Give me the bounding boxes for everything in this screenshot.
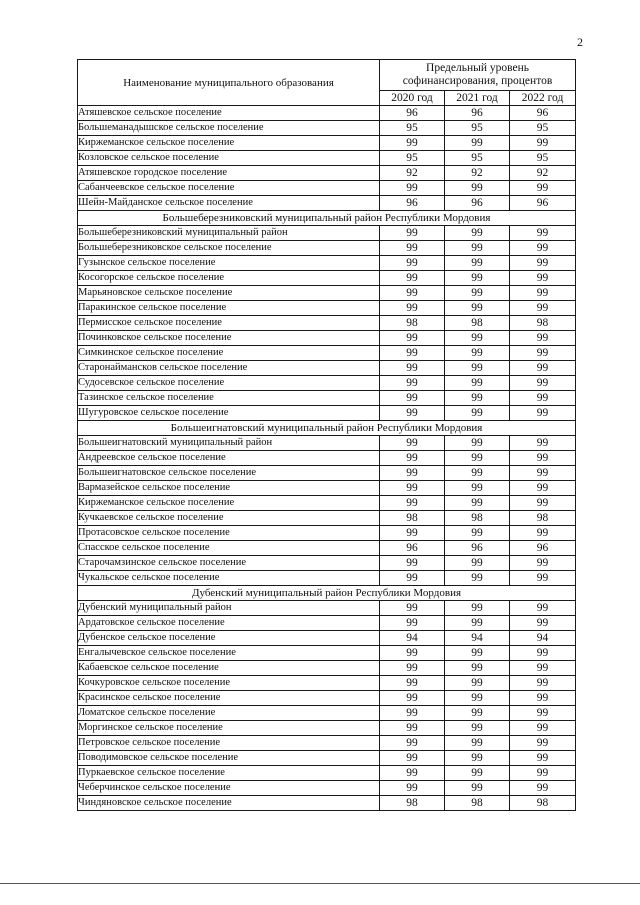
municipality-name: Красинское сельское поселение: [78, 691, 380, 706]
value-2021: 99: [445, 481, 510, 496]
value-2020: 99: [380, 436, 445, 451]
scan-edge-line: [0, 883, 640, 884]
municipality-name: Большеберезниковское сельское поселение: [78, 241, 380, 256]
table-row: [78, 781, 576, 796]
value-2022: 99: [510, 571, 576, 586]
value-2021: 99: [445, 436, 510, 451]
table-row: [78, 151, 576, 166]
value-2021: 99: [445, 526, 510, 541]
table-row: [78, 466, 576, 481]
municipality-name: Тазинское сельское поселение: [78, 391, 380, 406]
municipality-name: Кабаевское сельское поселение: [78, 661, 380, 676]
value-2022: 99: [510, 301, 576, 316]
value-2020: 99: [380, 286, 445, 301]
municipality-name: Чеберчинское сельское поселение: [78, 781, 380, 796]
district-title: Большеигнатовский муниципальный район Республики Мордовия: [78, 421, 576, 436]
value-2022: 94: [510, 631, 576, 646]
value-2022: 99: [510, 406, 576, 421]
municipality-name: Спасское сельское поселение: [78, 541, 380, 556]
table-row: [78, 376, 576, 391]
value-2022: 99: [510, 376, 576, 391]
municipality-name: Протасовское сельское поселение: [78, 526, 380, 541]
district-title: Большеберезниковский муниципальный район Республики Мордовия: [78, 211, 576, 226]
table-row: [78, 106, 576, 121]
value-2021: 99: [445, 601, 510, 616]
table-row: [78, 136, 576, 151]
header-limit-line2: софинансирования, процентов: [402, 75, 553, 87]
value-2021: 99: [445, 616, 510, 631]
value-2022: 99: [510, 781, 576, 796]
municipality-name: Гузынское сельское поселение: [78, 256, 380, 271]
table-row: [78, 196, 576, 211]
value-2020: 99: [380, 526, 445, 541]
value-2022: 99: [510, 481, 576, 496]
value-2022: 99: [510, 466, 576, 481]
value-2021: 96: [445, 196, 510, 211]
value-2021: 98: [445, 796, 510, 811]
header-year-2020: 2020 год: [380, 91, 445, 106]
value-2022: 99: [510, 676, 576, 691]
table-row: [78, 691, 576, 706]
municipality-name: Ломатское сельское поселение: [78, 706, 380, 721]
municipality-name: Ардатовское сельское поселение: [78, 616, 380, 631]
municipality-name: Кучкаевское сельское поселение: [78, 511, 380, 526]
value-2021: 99: [445, 256, 510, 271]
table-row: [78, 541, 576, 556]
district-title: Дубенский муниципальный район Республики Мордовия: [78, 586, 576, 601]
value-2020: 99: [380, 466, 445, 481]
municipality-name: Дубенский муниципальный район: [78, 601, 380, 616]
municipality-name: Киржеманское сельское поселение: [78, 496, 380, 511]
municipality-name: Починковское сельское поселение: [78, 331, 380, 346]
value-2022: 99: [510, 661, 576, 676]
table-row: [78, 481, 576, 496]
municipality-name: Шугуровское сельское поселение: [78, 406, 380, 421]
value-2020: 99: [380, 451, 445, 466]
table-row: [78, 676, 576, 691]
table-row: [78, 751, 576, 766]
value-2021: 99: [445, 361, 510, 376]
municipality-name: Кочкуровское сельское поселение: [78, 676, 380, 691]
municipality-name: Марьяновское сельское поселение: [78, 286, 380, 301]
value-2021: 99: [445, 766, 510, 781]
value-2021: 99: [445, 661, 510, 676]
table-row: [78, 706, 576, 721]
value-2020: 94: [380, 631, 445, 646]
value-2022: 99: [510, 721, 576, 736]
value-2020: 99: [380, 406, 445, 421]
table-row: [78, 346, 576, 361]
value-2020: 96: [380, 196, 445, 211]
municipality-name: Пермисское сельское поселение: [78, 316, 380, 331]
value-2022: 99: [510, 346, 576, 361]
value-2022: 99: [510, 331, 576, 346]
value-2021: 99: [445, 241, 510, 256]
value-2021: 96: [445, 106, 510, 121]
value-2020: 99: [380, 271, 445, 286]
municipality-name: Старонаймансков сельское поселение: [78, 361, 380, 376]
municipality-name: Киржеманское сельское поселение: [78, 136, 380, 151]
table-row: [78, 286, 576, 301]
header-year-2021: 2021 год: [445, 91, 510, 106]
value-2020: 99: [380, 331, 445, 346]
value-2020: 96: [380, 541, 445, 556]
value-2022: 99: [510, 271, 576, 286]
municipality-name: Пуркаевское сельское поселение: [78, 766, 380, 781]
value-2020: 99: [380, 361, 445, 376]
value-2020: 98: [380, 511, 445, 526]
table-row: [78, 361, 576, 376]
table-row: [78, 271, 576, 286]
municipality-name: Моргинское сельское поселение: [78, 721, 380, 736]
value-2020: 98: [380, 796, 445, 811]
value-2020: 99: [380, 241, 445, 256]
value-2021: 99: [445, 376, 510, 391]
value-2022: 99: [510, 496, 576, 511]
value-2021: 99: [445, 331, 510, 346]
value-2022: 95: [510, 121, 576, 136]
value-2021: 99: [445, 406, 510, 421]
value-2020: 99: [380, 616, 445, 631]
value-2021: 95: [445, 121, 510, 136]
municipality-name: Чиндяновское сельское поселение: [78, 796, 380, 811]
value-2021: 99: [445, 781, 510, 796]
municipality-name: Шейн-Майданское сельское поселение: [78, 196, 380, 211]
value-2022: 99: [510, 181, 576, 196]
district-header-row: [78, 421, 576, 436]
municipality-name: Большеигнатовский муниципальный район: [78, 436, 380, 451]
value-2020: 99: [380, 376, 445, 391]
table-row: [78, 181, 576, 196]
value-2021: 99: [445, 751, 510, 766]
value-2020: 99: [380, 301, 445, 316]
value-2021: 99: [445, 496, 510, 511]
value-2020: 99: [380, 706, 445, 721]
value-2020: 95: [380, 121, 445, 136]
value-2021: 99: [445, 271, 510, 286]
municipality-name: Сабанчеевское сельское поселение: [78, 181, 380, 196]
municipality-name: Большеигнатовское сельское поселение: [78, 466, 380, 481]
value-2020: 99: [380, 781, 445, 796]
value-2020: 99: [380, 661, 445, 676]
municipality-name: Енгалычевское сельское поселение: [78, 646, 380, 661]
value-2022: 99: [510, 451, 576, 466]
value-2021: 99: [445, 136, 510, 151]
value-2022: 99: [510, 706, 576, 721]
municipality-name: Симкинское сельское поселение: [78, 346, 380, 361]
table-row: [78, 301, 576, 316]
table-row: [78, 496, 576, 511]
value-2021: 99: [445, 736, 510, 751]
table-row: [78, 646, 576, 661]
value-2021: 99: [445, 646, 510, 661]
value-2021: 99: [445, 706, 510, 721]
value-2022: 99: [510, 601, 576, 616]
value-2022: 99: [510, 766, 576, 781]
municipality-name: Большеберезниковский муниципальный район: [78, 226, 380, 241]
value-2020: 99: [380, 646, 445, 661]
value-2021: 99: [445, 571, 510, 586]
value-2022: 96: [510, 106, 576, 121]
table-row: [78, 571, 576, 586]
table-row: [78, 661, 576, 676]
value-2020: 99: [380, 601, 445, 616]
value-2021: 99: [445, 676, 510, 691]
value-2020: 99: [380, 751, 445, 766]
value-2022: 99: [510, 646, 576, 661]
table-row: [78, 226, 576, 241]
value-2020: 99: [380, 181, 445, 196]
header-limit-column: [380, 60, 576, 91]
value-2022: 98: [510, 511, 576, 526]
value-2021: 95: [445, 151, 510, 166]
value-2021: 99: [445, 466, 510, 481]
value-2021: 99: [445, 346, 510, 361]
value-2022: 99: [510, 391, 576, 406]
value-2020: 99: [380, 136, 445, 151]
municipality-name: Чукальское сельское поселение: [78, 571, 380, 586]
value-2022: 99: [510, 616, 576, 631]
municipality-name: Паракинское сельское поселение: [78, 301, 380, 316]
table-row: [78, 406, 576, 421]
table-row: [78, 436, 576, 451]
value-2022: 99: [510, 436, 576, 451]
value-2020: 99: [380, 481, 445, 496]
table-row: [78, 601, 576, 616]
value-2022: 96: [510, 541, 576, 556]
value-2022: 99: [510, 361, 576, 376]
table-row: [78, 796, 576, 811]
value-2022: 95: [510, 151, 576, 166]
municipality-name: Судосевское сельское поселение: [78, 376, 380, 391]
value-2020: 99: [380, 391, 445, 406]
value-2020: 99: [380, 721, 445, 736]
page-number: 2: [577, 35, 583, 49]
value-2020: 99: [380, 766, 445, 781]
table-row: [78, 631, 576, 646]
value-2020: 99: [380, 346, 445, 361]
district-header-row: [78, 211, 576, 226]
value-2021: 99: [445, 691, 510, 706]
municipality-name: Козловское сельское поселение: [78, 151, 380, 166]
municipality-name: Косогорское сельское поселение: [78, 271, 380, 286]
value-2021: 99: [445, 721, 510, 736]
table-row: [78, 121, 576, 136]
value-2022: 98: [510, 796, 576, 811]
value-2020: 99: [380, 571, 445, 586]
table-row: [78, 241, 576, 256]
value-2020: 99: [380, 496, 445, 511]
table-row: [78, 331, 576, 346]
value-2020: 99: [380, 736, 445, 751]
table-row: [78, 616, 576, 631]
municipality-name: Большеманадышское сельское поселение: [78, 121, 380, 136]
municipality-name: Вармазейское сельское поселение: [78, 481, 380, 496]
value-2020: 95: [380, 151, 445, 166]
table-row: [78, 526, 576, 541]
value-2020: 96: [380, 106, 445, 121]
header-name-column: Наименование муниципального образования: [78, 60, 380, 106]
table-row: [78, 511, 576, 526]
district-header-row: [78, 586, 576, 601]
municipality-name: Андреевское сельское поселение: [78, 451, 380, 466]
value-2021: 99: [445, 301, 510, 316]
value-2022: 96: [510, 196, 576, 211]
table-row: [78, 166, 576, 181]
value-2022: 99: [510, 136, 576, 151]
table-row: [78, 256, 576, 271]
table-row: [78, 391, 576, 406]
table-row: [78, 766, 576, 781]
cofinancing-table: [77, 59, 576, 811]
value-2022: 99: [510, 526, 576, 541]
value-2022: 98: [510, 316, 576, 331]
value-2021: 99: [445, 391, 510, 406]
value-2022: 99: [510, 256, 576, 271]
table-row: [78, 316, 576, 331]
value-2022: 99: [510, 556, 576, 571]
table-row: [78, 736, 576, 751]
value-2021: 99: [445, 451, 510, 466]
value-2022: 99: [510, 691, 576, 706]
municipality-name: Атяшевское городское поселение: [78, 166, 380, 181]
value-2022: 99: [510, 286, 576, 301]
value-2020: 99: [380, 676, 445, 691]
value-2021: 94: [445, 631, 510, 646]
value-2020: 98: [380, 316, 445, 331]
table-row: [78, 451, 576, 466]
value-2021: 99: [445, 181, 510, 196]
municipality-name: Дубенское сельское поселение: [78, 631, 380, 646]
value-2022: 99: [510, 751, 576, 766]
value-2020: 99: [380, 256, 445, 271]
value-2022: 99: [510, 241, 576, 256]
value-2021: 99: [445, 226, 510, 241]
value-2022: 99: [510, 226, 576, 241]
value-2021: 92: [445, 166, 510, 181]
value-2022: 92: [510, 166, 576, 181]
table-row: [78, 721, 576, 736]
value-2020: 99: [380, 691, 445, 706]
municipality-name: Атяшевское сельское поселение: [78, 106, 380, 121]
value-2021: 99: [445, 286, 510, 301]
municipality-name: Петровское сельское поселение: [78, 736, 380, 751]
value-2021: 98: [445, 511, 510, 526]
header-year-2022: 2022 год: [510, 91, 576, 106]
value-2021: 98: [445, 316, 510, 331]
value-2021: 96: [445, 541, 510, 556]
municipality-name: Поводимовское сельское поселение: [78, 751, 380, 766]
value-2022: 99: [510, 736, 576, 751]
value-2020: 99: [380, 556, 445, 571]
municipality-name: Старочамзинское сельское поселение: [78, 556, 380, 571]
value-2020: 92: [380, 166, 445, 181]
value-2021: 99: [445, 556, 510, 571]
table-body: [78, 106, 576, 811]
value-2020: 99: [380, 226, 445, 241]
header-limit-line1: Предельный уровень: [426, 62, 529, 74]
table-row: [78, 556, 576, 571]
